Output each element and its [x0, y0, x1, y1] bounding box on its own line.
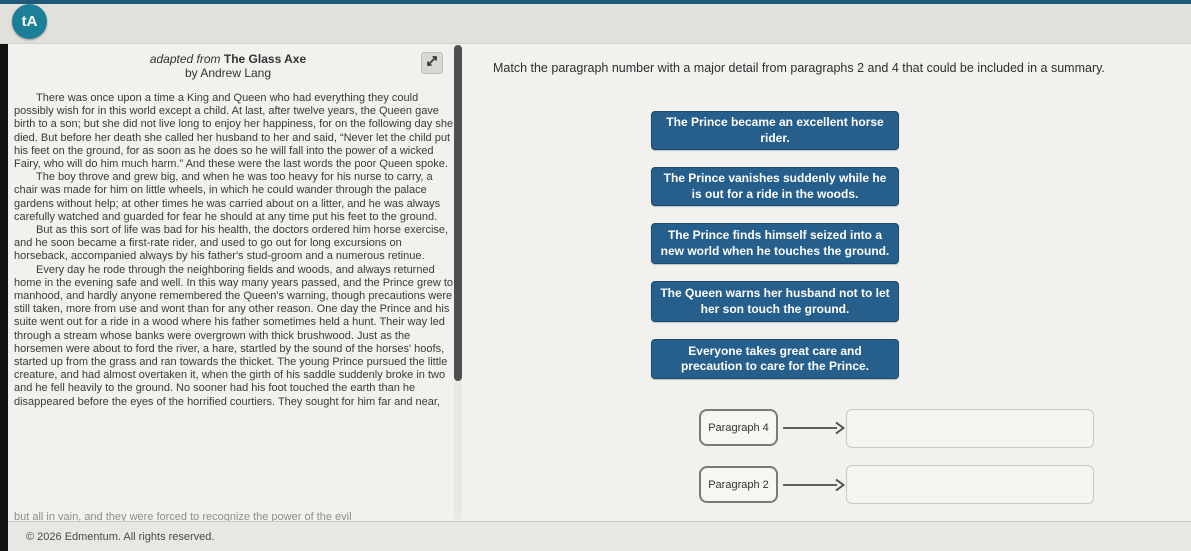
header-band — [0, 4, 1191, 44]
passage-byline: by Andrew Lang — [184, 66, 272, 80]
answer-tile-4[interactable]: The Queen warns her husband not to let her son touch the ground. — [651, 281, 899, 322]
match-arrow-2 — [783, 478, 845, 492]
passage-paragraph-3: But as this sort of life was bad for his health, the doctors ordered him horse exercise, and he soon became a first-rate rider, and used to go out for long excursions on horseback, accompanied always by his father's stud-groom and a numerous retinue. — [14, 224, 449, 263]
answer-tile-5[interactable]: Everyone takes great care and precaution to care for the Prince. — [651, 339, 899, 379]
paragraph-2-drop-zone[interactable] — [846, 465, 1094, 504]
window-left-edge — [0, 44, 8, 551]
answer-tile-1[interactable]: The Prince became an excellent horse rider. — [651, 111, 899, 150]
passage-attribution-prefix: adapted from — [149, 52, 221, 66]
expand-icon — [425, 54, 439, 73]
passage-clipped-line: but all in vain, and they were forced to recognize the power of the evil — [14, 511, 352, 521]
passage-paragraph-4: Every day he rode through the neighboring fields and woods, and always returned home in the evening safe and well. In this way many years passed, and the Prince grew to manhood, and hardly anyone remembered the Queen's warning, though precautions were still taken, more from use and wont than for any other reason. One day the Prince and his suite went out for a ride in a wood where his father sometimes held a hunt. Their way led through a stream whose banks were overgrown with thick brushwood. Just as the horsemen were about to ford the river, a hare, startled by the sound of the horses' hoofs, started up from the grass and ran towards the thicket. The young Prince pursued the little creature, and had almost overtaken it, when the girth of his saddle suddenly broke in two and he fell heavily to the ground. No sooner had his foot touched the earth than he disappeared before the eyes of the horrified courtiers. They sought for him far and near, — [14, 263, 454, 408]
copyright-text: © 2026 Edmentum. All rights reserved. — [26, 531, 215, 543]
app-logo-text: tA — [21, 13, 38, 30]
expand-passage-button[interactable] — [421, 52, 443, 74]
match-arrow-1 — [783, 421, 845, 435]
passage-scrollbar-thumb[interactable] — [454, 45, 462, 381]
passage-paragraph-1: There was once upon a time a King and Queen who had everything they could possibly wish for in this world except a child. At last, after twelve years, the Queen gave birth to a son; but she did not live long to enjoy her happiness, for on the following day she died. But before her death she called her husband to her and said, “Never let the child put his feet on the ground, for as soon as he does so he will fall into the power of a wicked Fairy, who will do him much harm.” And these were the last words the poor Queen spoke. — [14, 92, 454, 171]
answer-tile-3[interactable]: The Prince finds himself seized into a new world when he touches the ground. — [651, 223, 899, 264]
passage-text — [14, 92, 456, 409]
question-prompt: Match the paragraph number with a major detail from paragraphs 2 and 4 that could be included in a summary. — [493, 61, 1105, 75]
paragraph-4-label: Paragraph 4 — [699, 409, 778, 446]
paragraph-4-drop-zone[interactable] — [846, 409, 1094, 448]
passage-title: The Glass Axe — [223, 52, 307, 66]
passage-title-block — [8, 52, 448, 80]
app-logo — [12, 4, 47, 39]
paragraph-2-label: Paragraph 2 — [699, 466, 778, 503]
passage-paragraph-2: The boy throve and grew big, and when he was too heavy for his nurse to carry, a chair was made for him on little wheels, in which he could wander through the palace gardens without help; at other times he was carried about on a litter, and he was always carefully watched and guarded for fear he should at any time put his feet to the ground. — [14, 171, 441, 223]
answer-tile-2[interactable]: The Prince vanishes suddenly while he is out for a ride in the woods. — [651, 167, 899, 206]
